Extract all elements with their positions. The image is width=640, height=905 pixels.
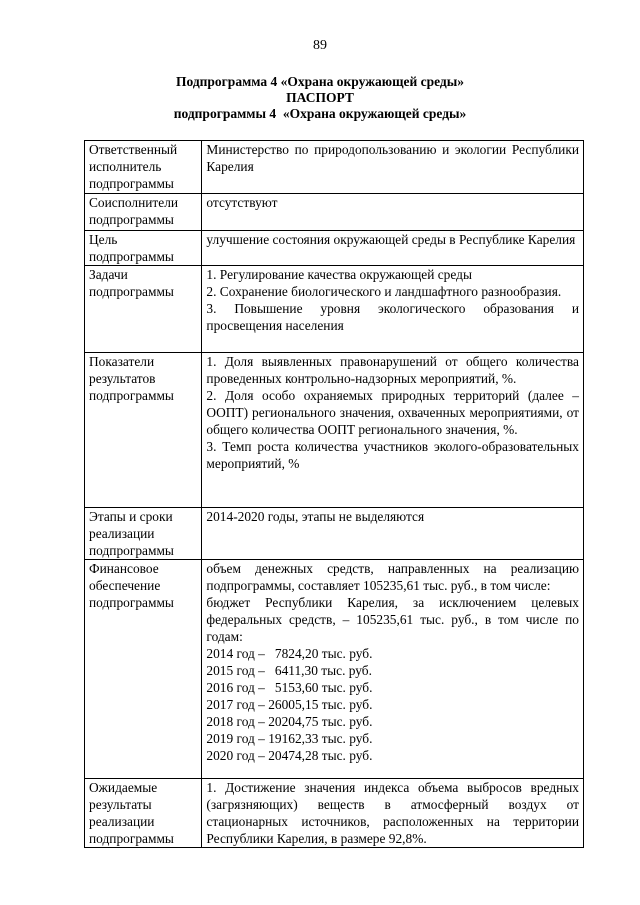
row-value-indicators xyxy=(202,353,584,508)
finance-year: 2019 год – 19162,33 тыс. руб. xyxy=(206,731,373,746)
passport-table xyxy=(84,140,584,848)
finance-year: 2017 год – 26005,15 тыс. руб. xyxy=(206,697,373,712)
indicator-item: 3. Темп роста количества участников эколого-образовательных мероприятий, % xyxy=(206,439,579,471)
finance-year: 2018 год – 20204,75 тыс. руб. xyxy=(206,714,373,729)
task-item: 1. Регулирование качества окружающей среды xyxy=(206,267,472,282)
table-row-responsible xyxy=(85,141,584,194)
table-row-expected-results xyxy=(85,779,584,848)
row-value-tasks xyxy=(202,266,584,353)
task-item: 2. Сохранение биологического и ландшафтного разнообразия. xyxy=(206,284,562,299)
indicator-item: 2. Доля особо охраняемых природных территорий (далее – ООПТ) регионального значения, охваченных мероприятиями, от общего количества ООПТ регионального значения, %. xyxy=(206,388,579,437)
finance-year: 2016 год – 5153,60 тыс. руб. xyxy=(206,680,373,695)
row-label-co-executors: Соисполнители подпрограммы xyxy=(85,194,202,231)
table-row-tasks xyxy=(85,266,584,353)
row-label-stages: Этапы и сроки реализации подпрограммы xyxy=(85,508,202,560)
finance-budget: бюджет Республики Карелия, за исключением целевых федеральных средств, – 105235,61 тыс. руб., в том числе по годам: xyxy=(206,595,579,644)
row-label-tasks: Задачи подпрограммы xyxy=(85,266,202,353)
row-label-expected-results: Ожидаемые результаты реализации подпрограммы xyxy=(85,779,202,848)
page-number: 89 xyxy=(313,38,327,53)
document-header xyxy=(0,74,640,122)
finance-intro: объем денежных средств, направленных на реализацию подпрограммы, составляет 105235,61 тыс. руб., в том числе: xyxy=(206,561,579,593)
task-item: 3. Повышение уровня экологического образования и просвещения населения xyxy=(206,301,579,333)
table-row-indicators xyxy=(85,353,584,508)
row-label-responsible: Ответственный исполнитель подпрограммы xyxy=(85,141,202,194)
row-value-stages: 2014-2020 годы, этапы не выделяются xyxy=(202,508,584,560)
finance-year: 2015 год – 6411,30 тыс. руб. xyxy=(206,663,372,678)
row-value-responsible: Министерство по природопользованию и экологии Республики Карелия xyxy=(202,141,584,194)
finance-year: 2020 год – 20474,28 тыс. руб. xyxy=(206,748,373,763)
passport-title: ПАСПОРТ xyxy=(286,90,354,105)
table-row-stages xyxy=(85,508,584,560)
row-value-co-executors: отсутствуют xyxy=(202,194,584,231)
subprogram-title: Подпрограмма 4 «Охрана окружающей среды» xyxy=(175,74,465,89)
row-value-finance xyxy=(202,560,584,779)
passport-subtitle: подпрограммы 4 «Охрана окружающей среды» xyxy=(173,106,467,121)
indicator-item: 1. Доля выявленных правонарушений от общего количества проведенных контрольно-надзорных мероприятий, %. xyxy=(206,354,579,386)
table-row-goal xyxy=(85,231,584,266)
row-value-expected-results: 1. Достижение значения индекса объема выбросов вредных (загрязняющих) веществ в атмосферный воздух от стационарных источников, расположенных на территории Республики Карелия, в размере 92,8%. xyxy=(202,779,584,848)
table-row-co-executors xyxy=(85,194,584,231)
row-label-indicators: Показатели результатов подпрограммы xyxy=(85,353,202,508)
row-label-finance: Финансовое обеспечение подпрограммы xyxy=(85,560,202,779)
table-row-finance xyxy=(85,560,584,779)
finance-year: 2014 год – 7824,20 тыс. руб. xyxy=(206,646,373,661)
row-value-goal: улучшение состояния окружающей среды в Республике Карелия xyxy=(202,231,584,266)
row-label-goal: Цель подпрограммы xyxy=(85,231,202,266)
